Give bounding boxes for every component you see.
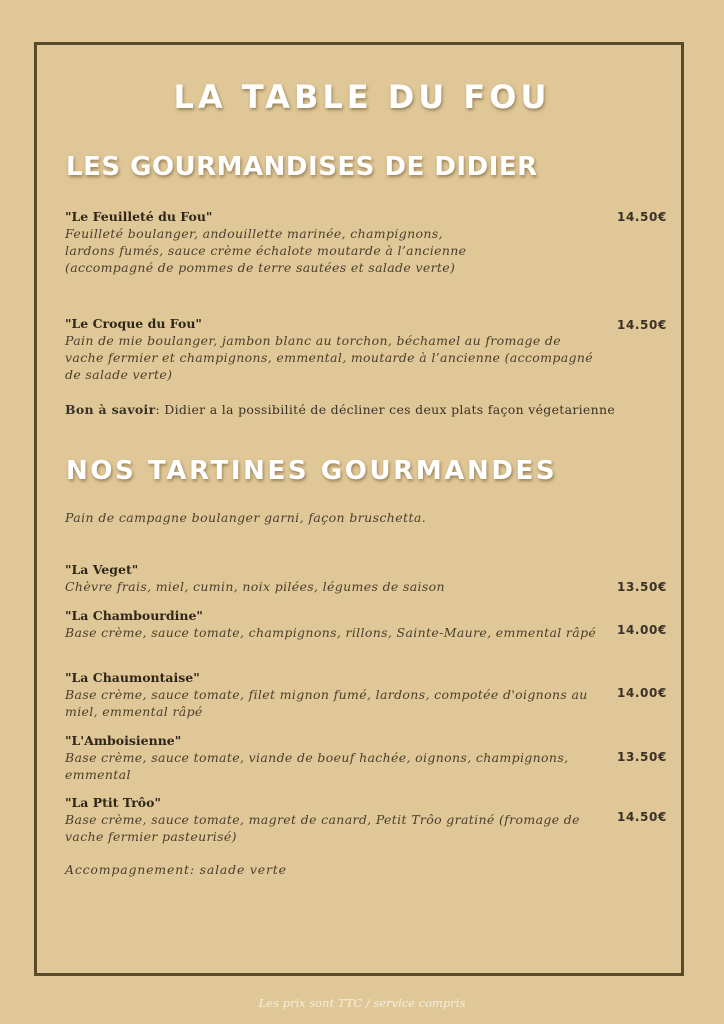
menu-item-description: Chèvre frais, miel, cumin, noix pilées, légumes de saison: [65, 579, 445, 594]
menu-item-description: Feuilleté boulanger, andouillette marinée, champignons, lardons fumés, sauce crème échalote moutarde à l’ancienne (accompagné de pommes de terre sautées et salade verte): [65, 226, 467, 275]
menu-item: [65, 315, 670, 383]
menu-item-price: 14.50€: [617, 810, 667, 824]
menu-item-description: Pain de mie boulanger, jambon blanc au torchon, béchamel au fromage de vache fermier et champignons, emmental, moutarde à l’ancienne (accompagné de salade verte): [65, 333, 594, 382]
menu-item: [65, 607, 670, 641]
menu-item: [65, 561, 670, 595]
good-to-know-note: [65, 402, 615, 417]
section-title-tartines: NOS TARTINES GOURMANDES: [66, 456, 558, 486]
note-label: Bon à savoir: [65, 402, 156, 417]
menu-item-description: Base crème, sauce tomate, champignons, rillons, Sainte-Maure, emmental râpé: [65, 625, 597, 640]
menu-item-name: "La Chaumontaise": [65, 670, 200, 685]
menu-item-name: "Le Feuilleté du Fou": [65, 209, 213, 224]
restaurant-title: LA TABLE DU FOU: [173, 78, 551, 116]
menu-item: [65, 732, 670, 783]
menu-item-name: "La Veget": [65, 562, 139, 577]
menu-item-name: "Le Croque du Fou": [65, 316, 202, 331]
footer-prices-note: Les prix sont TTC / service compris: [258, 996, 466, 1010]
menu-item-description: Base crème, sauce tomate, viande de boeuf hachée, oignons, champignons, emmental: [65, 750, 569, 782]
menu-item-description: Base crème, sauce tomate, filet mignon fumé, lardons, compotée d'oignons au miel, emmental râpé: [65, 687, 588, 719]
menu-item-price: 14.00€: [617, 686, 667, 700]
menu-item-price: 14.00€: [617, 623, 667, 637]
menu-item: [65, 794, 670, 845]
menu-item-name: "La Ptit Trôo": [65, 795, 161, 810]
menu-item: [65, 669, 670, 720]
menu-item: [65, 208, 670, 276]
note-text: : Didier a la possibilité de décliner ces deux plats façon végetarienne: [155, 402, 616, 417]
section-intro: Pain de campagne boulanger garni, façon bruschetta.: [65, 510, 427, 525]
menu-item-price: 13.50€: [617, 750, 667, 764]
menu-item-name: "L'Amboisienne": [65, 733, 182, 748]
menu-item-price: 13.50€: [617, 580, 667, 594]
section-title-gourmandises: LES GOURMANDISES DE DIDIER: [66, 152, 538, 182]
menu-item-price: 14.50€: [617, 318, 667, 332]
menu-item-description: Base crème, sauce tomate, magret de canard, Petit Trôo gratiné (fromage de vache fermier pasteurisé): [65, 812, 580, 844]
menu-item-price: 14.50€: [617, 210, 667, 224]
side-dish-note: Accompagnement: salade verte: [65, 862, 287, 877]
menu-item-name: "La Chambourdine": [65, 608, 203, 623]
